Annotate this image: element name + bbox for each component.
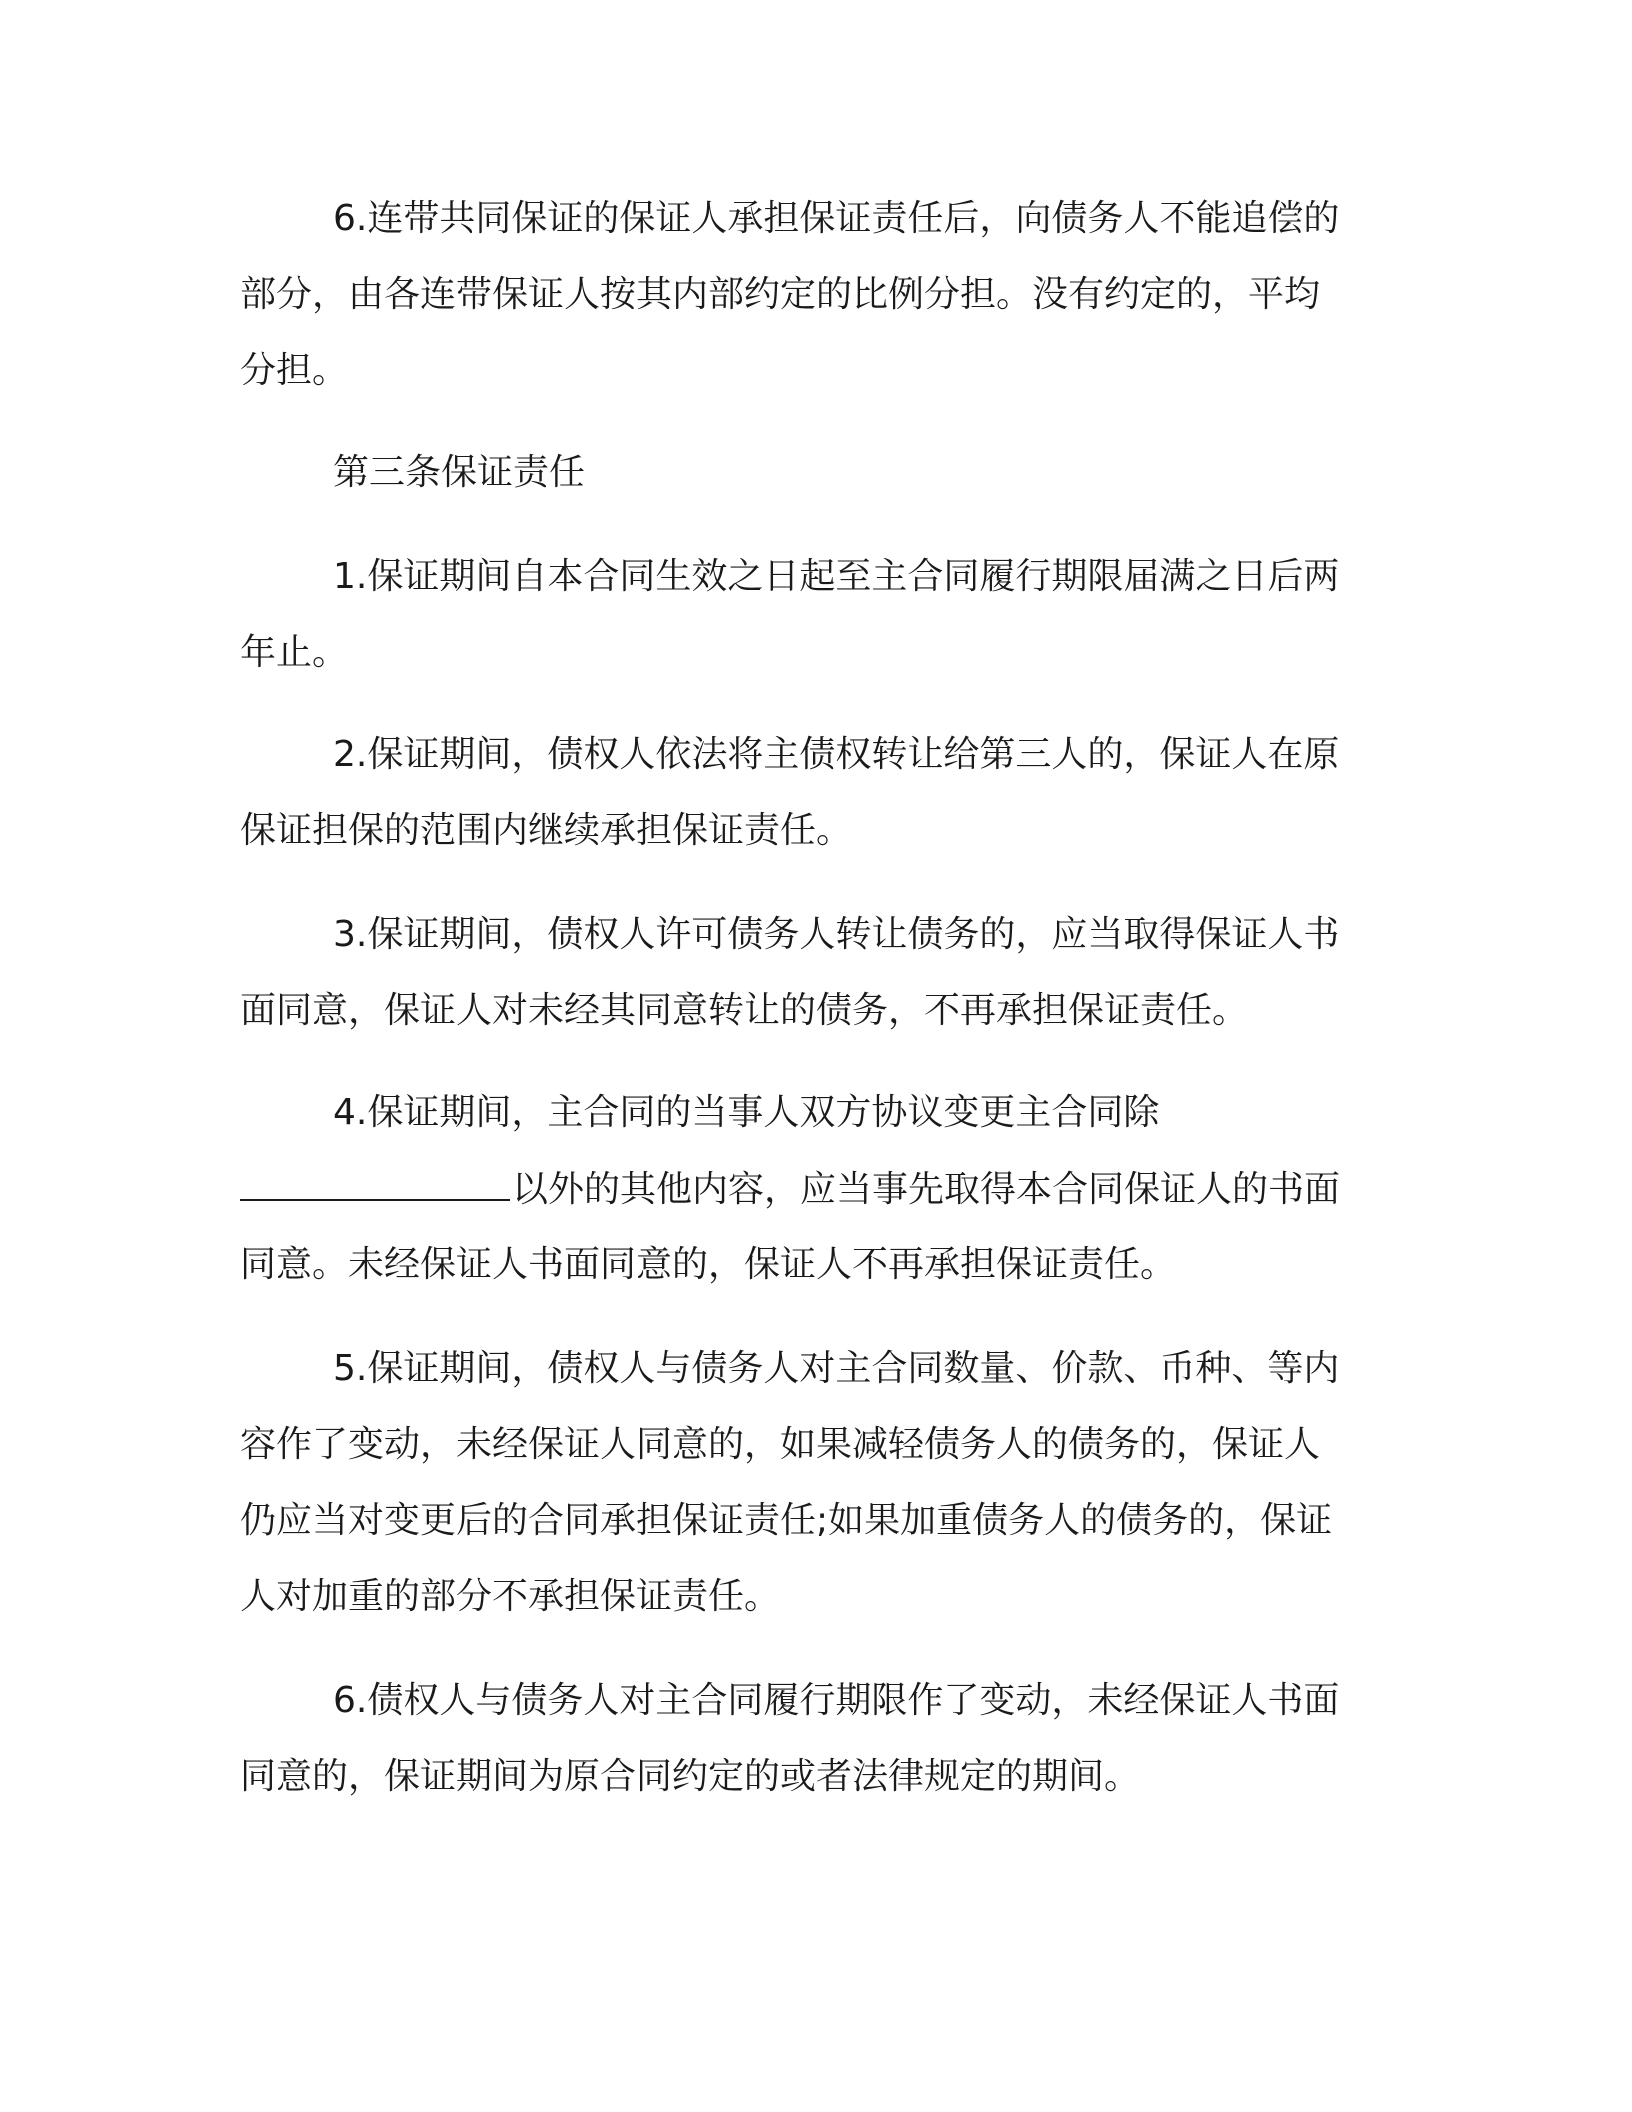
- paragraph-line: 5.保证期间，债权人与债务人对主合同数量、价款、币种、等内: [333, 1348, 1340, 1389]
- paragraph-line: 3.保证期间，债权人许可债务人转让债务的，应当取得保证人书: [333, 914, 1340, 955]
- paragraph-line: 保证担保的范围内继续承担保证责任。: [240, 810, 853, 851]
- paragraph-line: 仍应当对变更后的合同承担保证责任;如果加重债务人的债务的，保证: [240, 1500, 1333, 1541]
- article-heading: 第三条保证责任: [333, 452, 586, 493]
- paragraph-line: 同意的，保证期间为原合同约定的或者法律规定的期间。: [240, 1756, 1141, 1797]
- paragraph-line: 分担。: [240, 350, 349, 391]
- paragraph-line: 同意。未经保证人书面同意的，保证人不再承担保证责任。: [240, 1244, 1177, 1285]
- paragraph-line: 年止。: [240, 632, 349, 673]
- paragraph-line: 6.连带共同保证的保证人承担保证责任后，向债务人不能追偿的: [333, 198, 1340, 239]
- fill-in-blank: [240, 1165, 510, 1201]
- paragraph-line: 容作了变动，未经保证人同意的，如果减轻债务人的债务的，保证人: [240, 1424, 1321, 1465]
- paragraph-line: 2.保证期间，债权人依法将主债权转让给第三人的，保证人在原: [333, 734, 1340, 775]
- paragraph-line: 4.保证期间，主合同的当事人双方协议变更主合同除: [333, 1092, 1160, 1133]
- paragraph-line: 人对加重的部分不承担保证责任。: [240, 1576, 781, 1617]
- paragraph-line: 1.保证期间自本合同生效之日起至主合同履行期限届满之日后两: [333, 556, 1340, 597]
- paragraph-line: 面同意，保证人对未经其同意转让的债务，不再承担保证责任。: [240, 990, 1249, 1031]
- paragraph-line: 部分，由各连带保证人按其内部约定的比例分担。没有约定的，平均: [240, 274, 1321, 315]
- paragraph-line-with-blank: [240, 1165, 1340, 1213]
- paragraph-line: 6.债权人与债务人对主合同履行期限作了变动，未经保证人书面: [333, 1680, 1340, 1721]
- paragraph-line-text: 以外的其他内容，应当事先取得本合同保证人的书面: [512, 1169, 1341, 1210]
